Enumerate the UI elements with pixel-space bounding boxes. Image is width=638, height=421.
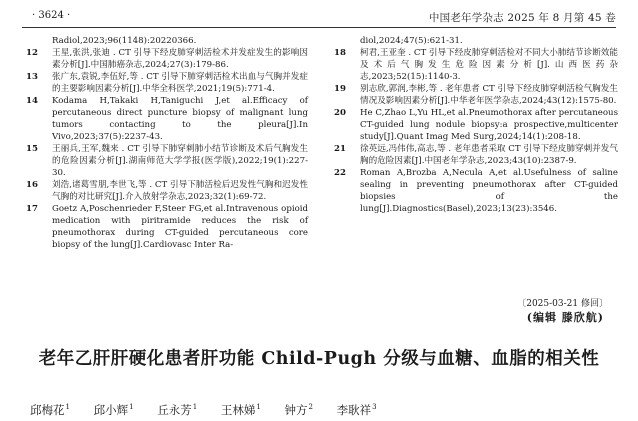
reference-number: 22: [334, 168, 346, 178]
author-affiliation: 1: [192, 403, 198, 412]
author: [30, 402, 70, 418]
author-affiliation: 2: [308, 403, 313, 412]
reference-text: 张广东,袁锐,李伍好,等 . CT 引导下肺穿刺活检术出血与气胸并发症的主要影响因素分析[J].中华全科医学,2021;19(5):771-4.: [52, 72, 308, 94]
reference-item: [334, 143, 618, 167]
reference-number: 17: [26, 204, 38, 214]
author: [221, 402, 261, 418]
reference-item: [26, 95, 308, 143]
page-number: · 3624 ·: [32, 10, 71, 21]
reference-item: [334, 167, 618, 215]
header-rule: [22, 27, 616, 28]
author-list: [30, 402, 397, 418]
reference-number: 20: [334, 108, 346, 118]
author-name: 邱小辉: [93, 403, 129, 417]
author: [285, 402, 313, 418]
editorial-note: [334, 297, 618, 325]
author: [157, 402, 197, 418]
reference-number: 16: [26, 180, 38, 190]
reference-text: Kodama H,Takaki H,Taniguchi J,et al.Efficacy of percutaneous direct puncture biopsy of malignant lung tumors contacting to the pleura[J].In Vivo,2023;37(5):2237-43.: [52, 96, 308, 142]
reference-text: Roman A,Brozba A,Necula A,et al.Usefulness of saline sealing in preventing pneumothorax after CT-guided biopsies of the lung[J].Diagnostics(Basel),2023;13(23):3546.: [360, 168, 618, 214]
reference-text: 王星,张洪,张迪 . CT 引导下经皮肺穿刺活检术并发症发生的影响因素分析[J].中国肺癌杂志,2024;27(3):179-86.: [52, 48, 308, 70]
reference-text: 刘浩,诸葛雪朋,李世飞,等 . CT 引导下肺活检后迟发性气胸和迟发性气胸的对比研究[J].介入放射学杂志,2023;32(1):69-72.: [52, 180, 308, 202]
author-affiliation: 1: [256, 403, 261, 412]
author-name: 李耿祥: [336, 403, 372, 417]
references-right-column: [334, 35, 618, 215]
author-name: 邱梅花: [30, 403, 65, 417]
reference-text: Radiol,2023;96(1148):20220366.: [52, 36, 197, 46]
article-title: 老年乙肝肝硬化患者肝功能 Child-Pugh 分级与血糖、血脂的相关性: [38, 349, 600, 369]
reference-text: diol,2024;47(5):621-31.: [360, 36, 463, 46]
reference-text: He C,Zhao L,Yu HL,et al.Pneumothorax after percutaneous CT-guided lung nodule biopsy:a prospective,multicenter study[J].Quant Imag Med Surg,2024;14(1):208-18.: [360, 108, 618, 142]
reference-item: [26, 179, 308, 203]
reference-item: [26, 35, 308, 47]
reference-item: [26, 47, 308, 71]
reference-text: 别志欣,郭润,李彬,等 . 老年患者 CT 引导下经皮肺穿刺活检气胸发生情况及影响因素分析[J].中华老年医学杂志,2024;43(12):1575-80.: [360, 84, 618, 106]
revision-date: 〔2025-03-21 修回〕: [517, 299, 608, 309]
reference-number: 13: [26, 72, 38, 82]
page-header: [22, 6, 616, 28]
reference-number: 12: [26, 48, 38, 58]
author-name: 丘永芳: [157, 403, 192, 417]
author: [94, 402, 134, 418]
author-affiliation: 1: [129, 403, 134, 412]
reference-number: 19: [334, 84, 346, 94]
author-name: 王林娣: [220, 403, 256, 417]
reference-text: 王丽兵,王军,魏来 . CT 引导下肺穿刺肺小结节诊断及术后气胸发生的危险因素分析[J].湖南师范大学学报(医学版),2022;19(1):227-30.: [52, 144, 308, 178]
reference-number: 14: [26, 96, 38, 106]
reference-item: [334, 83, 618, 107]
author-affiliation: 3: [372, 403, 377, 412]
reference-item: [334, 107, 618, 143]
reference-text: Goetz A,Poschenrieder F,Steer FG,et al.Intravenous opioid medication with piritramide reduces the risk of pneumothorax during CT-guided percutaneous core biopsy of the lung[J].Cardiovasc Inter Ra-: [52, 204, 308, 250]
reference-number: 18: [334, 48, 346, 58]
reference-item: [26, 71, 308, 95]
reference-text: 徐英远,冯伟伟,高志,等 . 老年患者采取 CT 引导下经皮肺穿刺并发气胸的危险因素[J].中国老年学杂志,2023;43(10):2387-9.: [360, 144, 618, 166]
reference-item: [334, 47, 618, 83]
author-name: 钟方: [284, 403, 308, 417]
editor-credit: (编辑 滕欣航): [526, 311, 604, 324]
reference-item: [26, 203, 308, 251]
references-left-column: [26, 35, 308, 251]
reference-number: 21: [334, 144, 346, 154]
journal-name: 中国老年学杂志 2025 年 8 月第 45 卷: [428, 12, 616, 24]
reference-item: [26, 143, 308, 179]
author: [337, 402, 377, 418]
reference-item: [334, 35, 618, 47]
reference-number: 15: [26, 144, 38, 154]
author-affiliation: 1: [65, 403, 70, 412]
reference-text: 柯君,王亚奎 . CT 引导下经皮肺穿刺活检对不同大小肺结节诊断效能及术后气胸发生危险因素分析[J].山西医药杂志,2023;52(15):1140-3.: [360, 48, 618, 82]
